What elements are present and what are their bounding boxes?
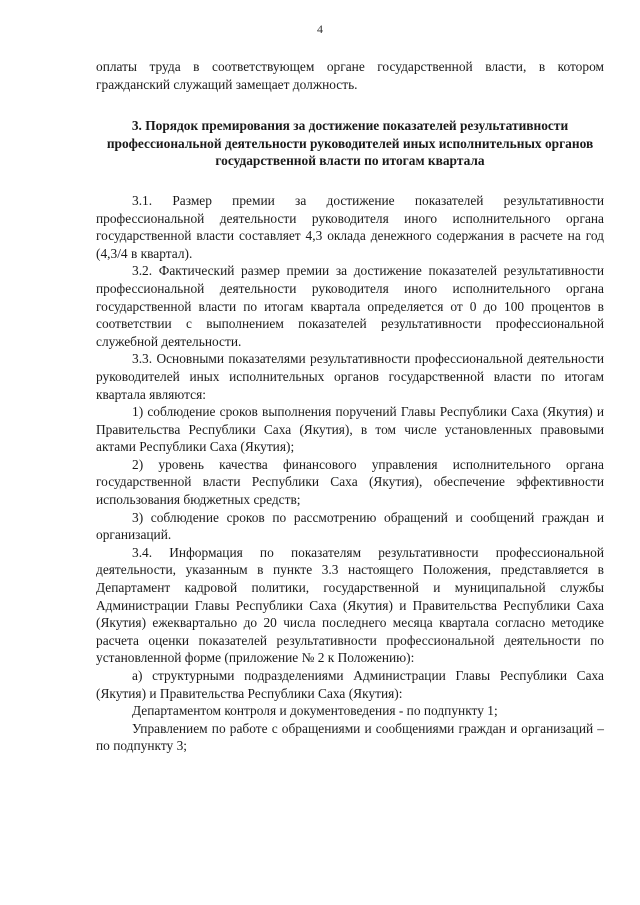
subitem-directorate: Управлением по работе с обращениями и сообщениями граждан и организаций – по подпункту 3; bbox=[96, 720, 604, 754]
paragraph-3-1: 3.1. Размер премии за достижение показателей результативности профессиональной деятельности руководителя иного исполнительного органа государственной власти составляет 4,3 оклада денежного содержания в расчете на год (4,3/4 в квартал). bbox=[96, 192, 604, 261]
intro-paragraph: оплаты труда в соответствующем органе государственной власти, в котором гражданский служащий замещает должность. bbox=[96, 59, 604, 92]
paragraph-3-2: 3.2. Фактический размер премии за достижение показателей результативности профессиональной деятельности руководителя иного исполнительного органа государственной власти по итогам квартала определяется от 0 до 100 процентов в соответствии с выполнением показателей результативности профессиональной служебной деятельности. bbox=[96, 263, 604, 349]
list-item-3: 3) соблюдение сроков по рассмотрению обращений и сообщений граждан и организаций. bbox=[96, 509, 604, 543]
subitem-department: Департаментом контроля и документоведения - по подпункту 1; bbox=[132, 703, 498, 719]
section-heading: 3. Порядок премирования за достижение показателей результативности профессиональной деятельности руководителей иных исполнительных органов государственной власти по итогам квартала bbox=[106, 118, 594, 169]
paragraph-3-3: 3.3. Основными показателями результативности профессиональной деятельности руководителей иных исполнительных органов государственной власти по итогам квартала являются: bbox=[96, 351, 604, 402]
document-body bbox=[96, 58, 604, 755]
list-item-2: 2) уровень качества финансового управления исполнительного органа государственной власти Республики Саха (Якутия), обеспечение эффективности использования бюджетных средств; bbox=[96, 456, 604, 508]
subitem-a: а) структурными подразделениями Администрации Главы Республики Саха (Якутия) и Правительства Республики Саха (Якутия): bbox=[96, 668, 604, 701]
page-number: 4 bbox=[317, 22, 323, 36]
paragraph-3-4: 3.4. Информация по показателям результативности профессиональной деятельности, указанным в пункте 3.3 настоящего Положения, представляется в Департамент кадровой политики, государственной и муниципальной службы Администрации Главы Республики Саха (Якутия) и Правительства Республики Саха (Якутия) ежеквартально до 20 числа последнего месяца квартала согласно методике расчета оценки показателей результативности профессиональной деятельности по установленной форме (приложение № 2 к Положению): bbox=[96, 544, 604, 666]
list-item-1: 1) соблюдение сроков выполнения поручений Главы Республики Саха (Якутия) и Правительства Республики Саха (Якутия), в том числе установленных правовыми актами Республики Саха (Якутия); bbox=[96, 404, 604, 455]
